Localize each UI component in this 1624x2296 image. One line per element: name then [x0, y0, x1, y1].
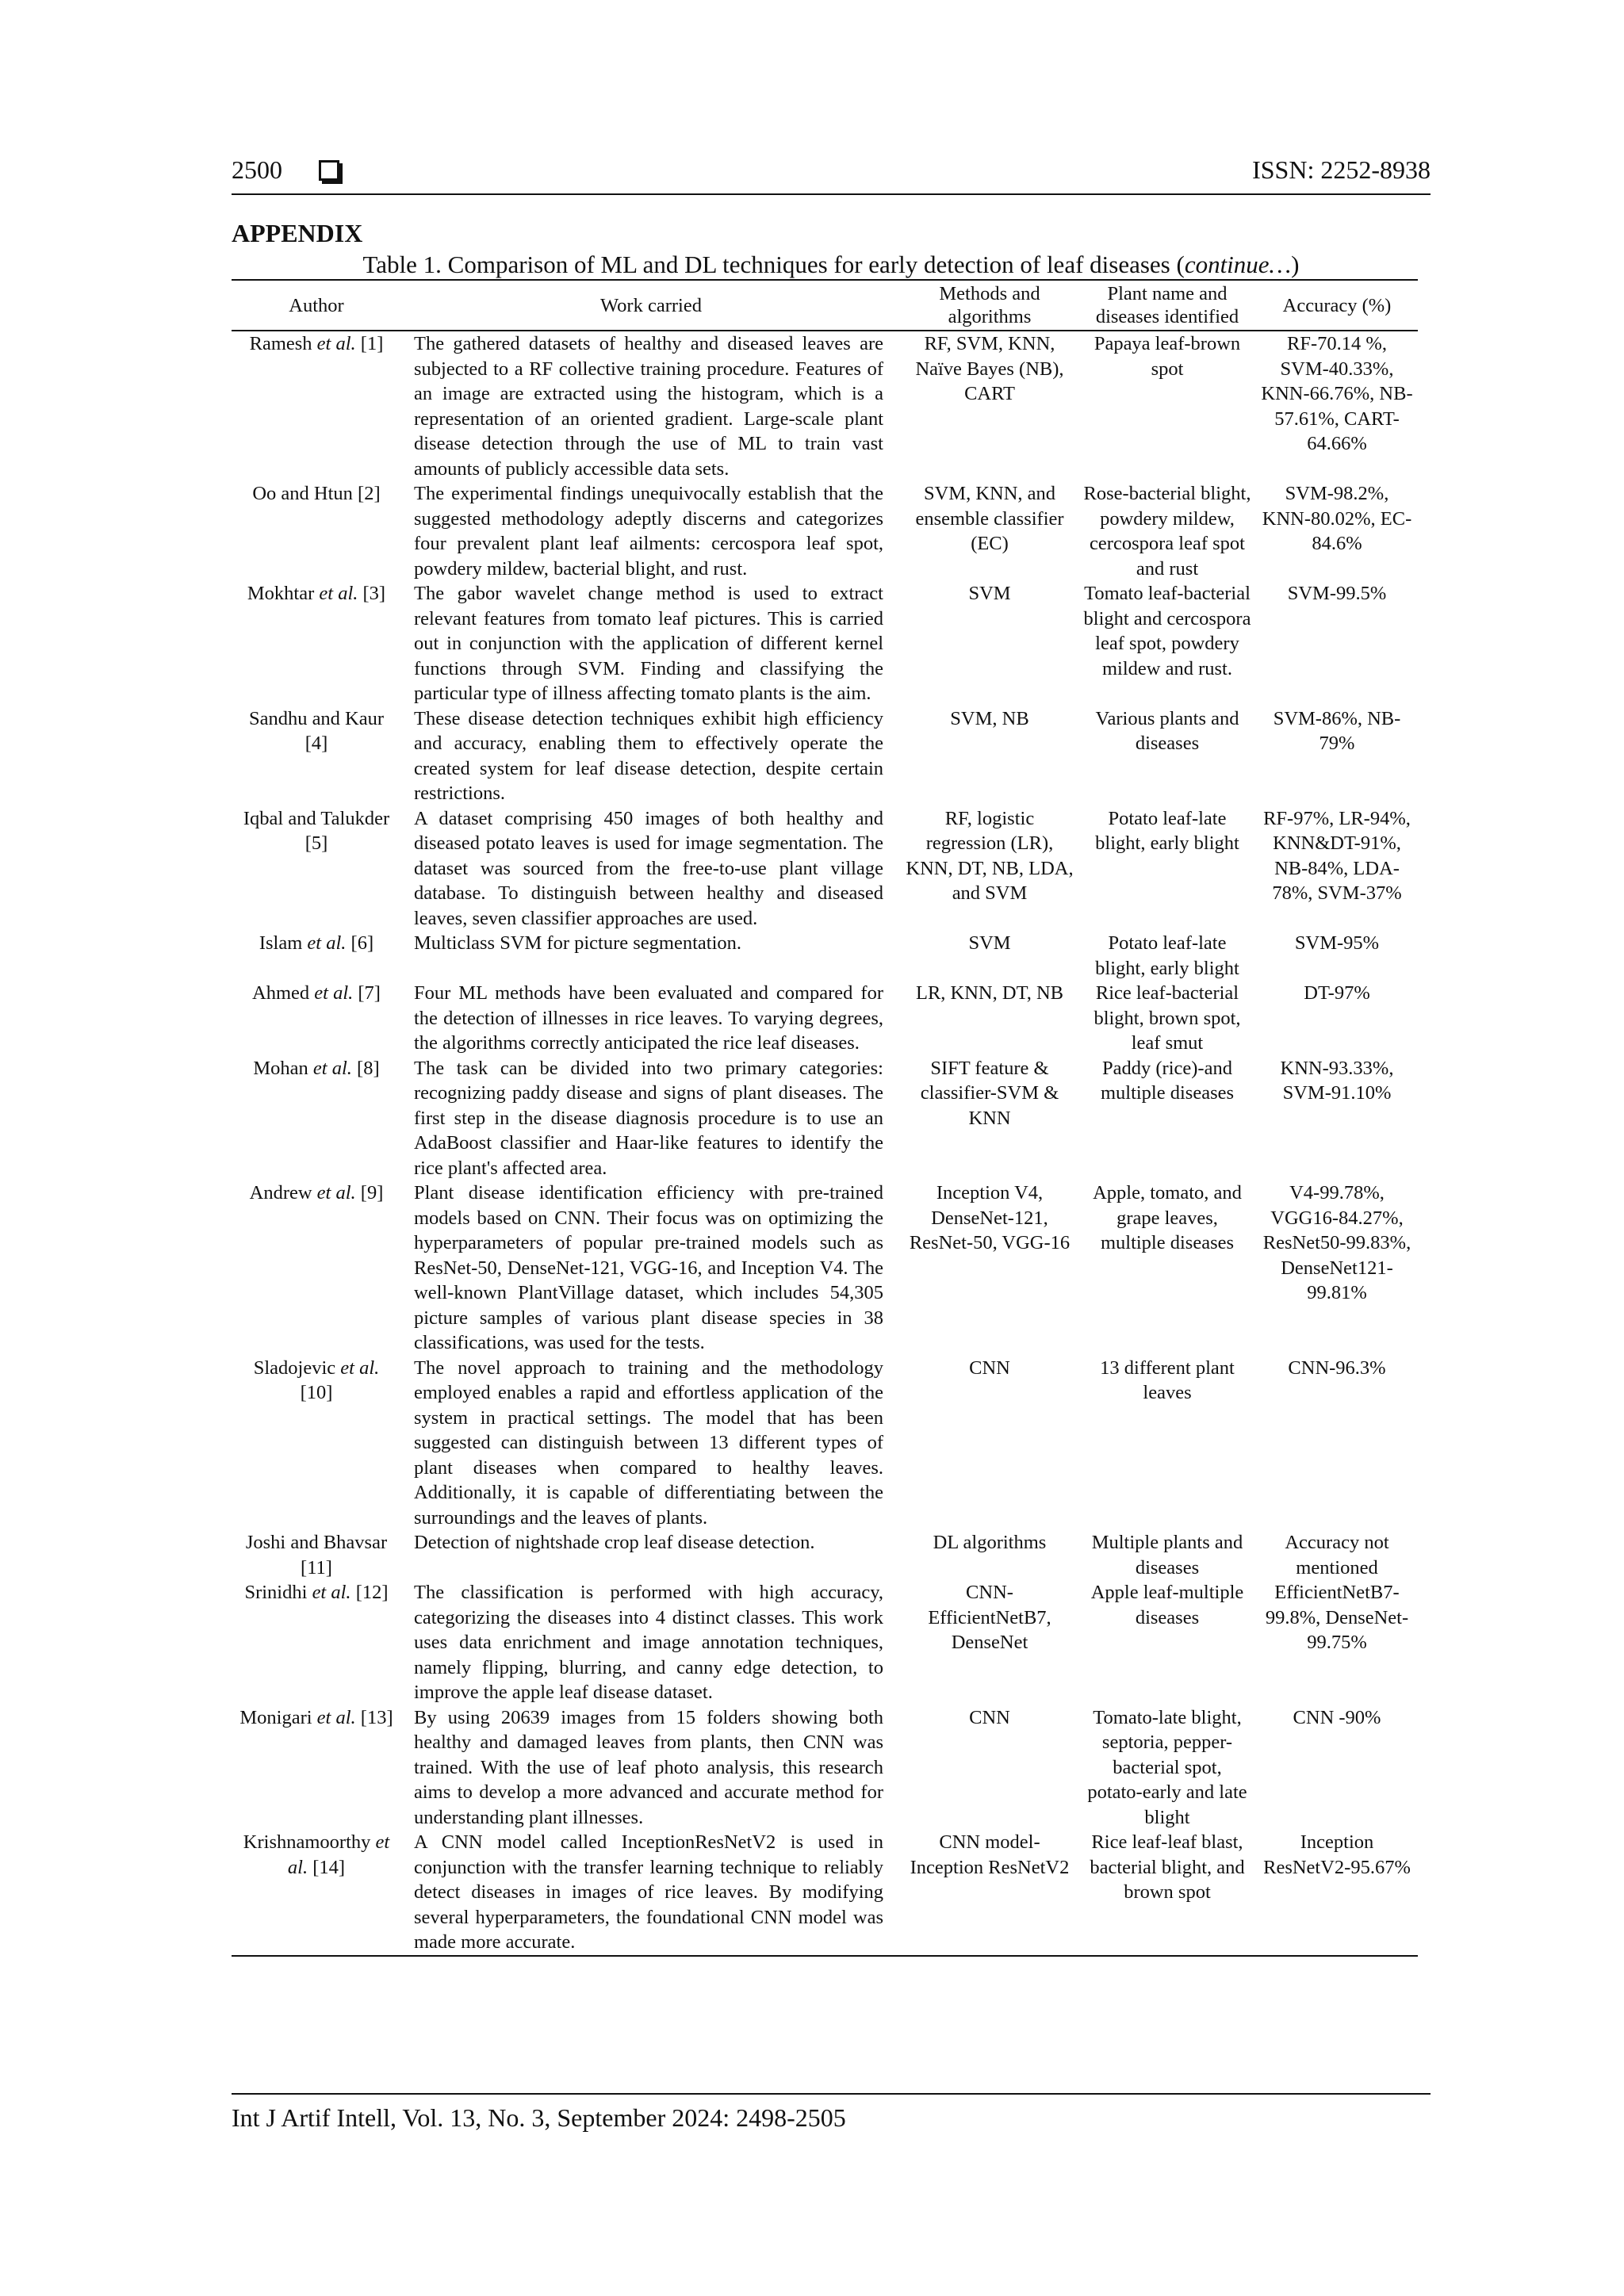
plant-cell: Various plants and diseases	[1095, 707, 1239, 754]
header-author: Author	[289, 294, 344, 316]
plant-cell: Rice leaf-bacterial blight, brown spot, leaf smut	[1094, 982, 1241, 1054]
author-text: Sladojevic	[253, 1357, 341, 1379]
author-cell	[232, 706, 401, 806]
author-text: Ramesh	[249, 333, 317, 354]
author-cell	[232, 981, 401, 1056]
author-cell	[232, 931, 401, 981]
methods-cell: LR, KNN, DT, NB	[915, 982, 1063, 1004]
accuracy-cell: SVM-86%, NB-79%	[1273, 707, 1401, 754]
table-header-row	[232, 280, 1418, 331]
author-text: [9]	[355, 1182, 384, 1203]
author-text: Sandhu and Kaur [4]	[248, 707, 385, 754]
plant-cell: Paddy (rice)-and multiple diseases	[1100, 1057, 1235, 1104]
plant-cell: 13 different plant leaves	[1100, 1357, 1235, 1403]
author-cell	[232, 1705, 401, 1831]
methods-cell: SVM	[968, 932, 1011, 954]
square-bullet-icon	[319, 160, 339, 181]
table-row	[232, 1356, 1418, 1531]
accuracy-cell: KNN-93.33%, SVM-91.10%	[1280, 1057, 1394, 1104]
methods-cell: SVM, KNN, and ensemble classifier (EC)	[915, 483, 1064, 554]
table-row	[232, 581, 1418, 706]
caption-text: Table 1. Comparison of ML and DL techniques for early detection of leaf diseases (	[362, 251, 1185, 278]
header-methods: Methods and algorithms	[939, 283, 1040, 327]
author-text: Srinidhi	[244, 1582, 312, 1603]
methods-cell: Inception V4, DenseNet-121, ResNet-50, VGG-16	[909, 1182, 1071, 1253]
plant-cell: Tomato leaf-bacterial blight and cercospora leaf spot, powdery mildew and rust.	[1083, 583, 1251, 679]
work-cell: The gathered datasets of healthy and diseased leaves are subjected to a RF collective training procedure. Features of an image are extracted using the histogram, which is a representation of an oriented gradient. Large-scale plant disease detection through the use of ML to train vast amounts of publicly accessible data sets.	[414, 333, 883, 480]
methods-cell: CNN	[969, 1357, 1010, 1379]
table-row	[232, 806, 1418, 932]
header-plant: Plant name and diseases identified	[1095, 283, 1239, 327]
author-text: Andrew	[249, 1182, 317, 1203]
methods-cell: DL algorithms	[933, 1532, 1047, 1553]
accuracy-cell: SVM-99.5%	[1287, 583, 1387, 604]
table-row	[232, 1530, 1418, 1580]
accuracy-cell: CNN -90%	[1293, 1706, 1381, 1728]
table-row	[232, 481, 1418, 581]
table-row	[232, 931, 1418, 981]
methods-cell: SIFT feature & classifier-SVM & KNN	[920, 1057, 1059, 1129]
author-etal: et al.	[316, 1706, 356, 1728]
author-etal: et al.	[340, 1357, 380, 1379]
table-row	[232, 1830, 1418, 1956]
accuracy-cell: DT-97%	[1304, 982, 1370, 1004]
work-cell: The gabor wavelet change method is used to extract relevant features from tomato leaf pictures. This is carried out in conjunction with the application of different kernel functions through SVM. Finding and classifying the particular type of illness affecting tomato plants is the aim.	[414, 583, 883, 704]
methods-cell: RF, logistic regression (LR), KNN, DT, NB, LDA, and SVM	[906, 807, 1074, 904]
plant-cell: Tomato-late blight, septoria, pepper-bacterial spot, potato-early and late blight	[1087, 1706, 1247, 1828]
work-cell: By using 20639 images from 15 folders showing both healthy and damaged leaves from plants, then CNN was trained. With the use of leaf photo analysis, this research aims to develop a more advanced and accurate method for understanding plant illnesses.	[414, 1706, 883, 1828]
footer-divider	[232, 2093, 1431, 2095]
table-row	[232, 1056, 1418, 1181]
table-row	[232, 706, 1418, 806]
author-text: Islam	[259, 932, 308, 954]
author-text: [7]	[353, 982, 381, 1004]
work-cell: Four ML methods have been evaluated and compared for the detection of illnesses in rice leaves. To varying degrees, the algorithms correctly anticipated the rice leaf diseases.	[414, 982, 883, 1054]
plant-cell: Rice leaf-leaf blast, bacterial blight, and brown spot	[1090, 1831, 1245, 1903]
accuracy-cell: Accuracy not mentioned	[1285, 1532, 1389, 1578]
plant-cell: Papaya leaf-brown spot	[1094, 333, 1241, 380]
table-caption	[232, 251, 1431, 279]
author-etal: et al.	[287, 1831, 390, 1878]
author-cell	[232, 1056, 401, 1181]
author-cell	[232, 1580, 401, 1705]
methods-cell: RF, SVM, KNN, Naïve Bayes (NB), CART	[915, 333, 1064, 404]
accuracy-cell: CNN-96.3%	[1288, 1357, 1386, 1379]
methods-cell: CNN model-Inception ResNetV2	[910, 1831, 1070, 1878]
page-number: 2500	[232, 155, 282, 184]
author-text: Mokhtar	[247, 583, 320, 604]
author-etal: et al.	[312, 1582, 351, 1603]
accuracy-cell: RF-70.14 %, SVM-40.33%, KNN-66.76%, NB-57.61%, CART-64.66%	[1261, 333, 1413, 454]
author-cell	[232, 806, 401, 932]
author-text: [1]	[355, 333, 384, 354]
work-cell: The task can be divided into two primary categories: recognizing paddy disease and signs of plant diseases. The first step in the disease diagnosis procedure is to use an AdaBoost classifier and Haar-like features to identify the rice plant's affected area.	[414, 1057, 883, 1179]
author-text: [13]	[355, 1706, 393, 1728]
table-row	[232, 331, 1418, 481]
work-cell: The novel approach to training and the methodology employed enables a rapid and effortless application of the system in practical settings. The model that has been suggested can distinguish between 13 different types of plant diseases when compared to healthy leaves. Additionally, it is capable of differentiating between the surroundings and the leaves of plants.	[414, 1357, 883, 1529]
methods-cell: SVM, NB	[950, 707, 1029, 729]
methods-cell: CNN	[969, 1706, 1010, 1728]
work-cell: The experimental findings unequivocally establish that the suggested methodology adeptly discerns and categorizes four prevalent plant leaf ailments: cercospora leaf spot, powdery mildew, bacterial blight, and rust.	[414, 483, 883, 580]
methods-cell: CNN-EfficientNetB7, DenseNet	[928, 1582, 1051, 1653]
comparison-table	[232, 279, 1418, 1957]
author-cell	[232, 581, 401, 706]
plant-cell: Apple, tomato, and grape leaves, multiple diseases	[1093, 1182, 1242, 1253]
author-etal: et al.	[312, 1057, 352, 1079]
work-cell: These disease detection techniques exhibit high efficiency and accuracy, enabling them to effectively operate the created system for leaf disease detection, despite certain restrictions.	[414, 707, 883, 804]
author-cell	[232, 331, 401, 481]
accuracy-cell: SVM-98.2%, KNN-80.02%, EC-84.6%	[1262, 483, 1412, 554]
plant-cell: Rose-bacterial blight, powdery mildew, cercospora leaf spot and rust	[1083, 483, 1251, 580]
accuracy-cell: Inception ResNetV2-95.67%	[1263, 1831, 1411, 1878]
accuracy-cell: SVM-95%	[1294, 932, 1380, 954]
author-etal: et al.	[314, 982, 354, 1004]
author-cell	[232, 1181, 401, 1356]
accuracy-cell: EfficientNetB7-99.8%, DenseNet-99.75%	[1265, 1582, 1409, 1653]
table-row	[232, 1181, 1418, 1356]
author-text: [12]	[350, 1582, 389, 1603]
author-text: Ahmed	[252, 982, 315, 1004]
author-text: [8]	[351, 1057, 380, 1079]
plant-cell: Potato leaf-late blight, early blight	[1095, 932, 1239, 979]
work-cell: Plant disease identification efficiency with pre-trained models based on CNN. Their focus was on optimizing the hyperparameters of popular pre-trained models such as ResNet-50, DenseNet-121, VGG-16, and Inception V4. The well-known PlantVillage dataset, which includes 54,305 picture samples of various plant disease species in 38 classifications, was used for the tests.	[414, 1182, 883, 1353]
caption-close: )	[1291, 251, 1300, 278]
methods-cell: SVM	[968, 583, 1011, 604]
work-cell: Detection of nightshade crop leaf disease detection.	[414, 1532, 815, 1553]
author-text: Monigari	[239, 1706, 317, 1728]
plant-cell: Potato leaf-late blight, early blight	[1095, 807, 1239, 854]
author-cell	[232, 1530, 401, 1580]
page-footer: Int J Artif Intell, Vol. 13, No. 3, September 2024: 2498-2505	[232, 2103, 846, 2132]
author-etal: et al.	[316, 1182, 356, 1203]
author-text: Krishnamoorthy	[243, 1831, 376, 1853]
author-text: Iqbal and Talukder [5]	[243, 807, 390, 854]
work-cell: Multiclass SVM for picture segmentation.	[414, 932, 742, 954]
issn-label: ISSN: 2252-8938	[1252, 155, 1431, 184]
author-text: [14]	[308, 1856, 346, 1878]
author-cell	[232, 1830, 401, 1956]
author-cell	[232, 1356, 401, 1531]
author-cell	[232, 481, 401, 581]
caption-italic: continue…	[1184, 251, 1292, 278]
table-row	[232, 1580, 1418, 1705]
author-text: [3]	[358, 583, 386, 604]
author-text: Mohan	[253, 1057, 313, 1079]
author-text: Oo and Htun [2]	[252, 483, 381, 504]
page-header	[232, 154, 1431, 193]
author-etal: et al.	[319, 583, 358, 604]
author-etal: et al.	[307, 932, 347, 954]
accuracy-cell: RF-97%, LR-94%, KNN&DT-91%, NB-84%, LDA-78%, SVM-37%	[1263, 807, 1411, 904]
work-cell: The classification is performed with high accuracy, categorizing the diseases into 4 distinct classes. This work uses data enrichment and image annotation techniques, namely flipping, blurring, and canny edge detection, to improve the apple leaf disease dataset.	[414, 1582, 883, 1703]
author-text: [10]	[300, 1382, 333, 1403]
header-divider	[232, 193, 1431, 195]
plant-cell: Multiple plants and diseases	[1091, 1532, 1243, 1578]
work-cell: A CNN model called InceptionResNetV2 is used in conjunction with the transfer learning technique to reliably detect diseases in images of rice leaves. By modifying several hyperparameters, the foundational CNN model was made more accurate.	[414, 1831, 883, 1953]
author-text: [6]	[346, 932, 374, 954]
appendix-title: APPENDIX	[232, 219, 363, 247]
table-row	[232, 1705, 1418, 1831]
author-text: Joshi and Bhavsar [11]	[245, 1532, 388, 1578]
header-accuracy: Accuracy (%)	[1282, 294, 1392, 316]
plant-cell: Apple leaf-multiple diseases	[1090, 1582, 1244, 1628]
header-work: Work carried	[600, 294, 702, 316]
author-etal: et al.	[316, 333, 356, 354]
accuracy-cell: V4-99.78%, VGG16-84.27%, ResNet50-99.83%, DenseNet121-99.81%	[1262, 1182, 1411, 1303]
work-cell: A dataset comprising 450 images of both healthy and diseased potato leaves is used for image segmentation. The dataset was sourced from the free-to-use plant village database. To distinguish between healthy and diseased leaves, seven classifier approaches are used.	[414, 807, 883, 929]
table-row	[232, 981, 1418, 1056]
